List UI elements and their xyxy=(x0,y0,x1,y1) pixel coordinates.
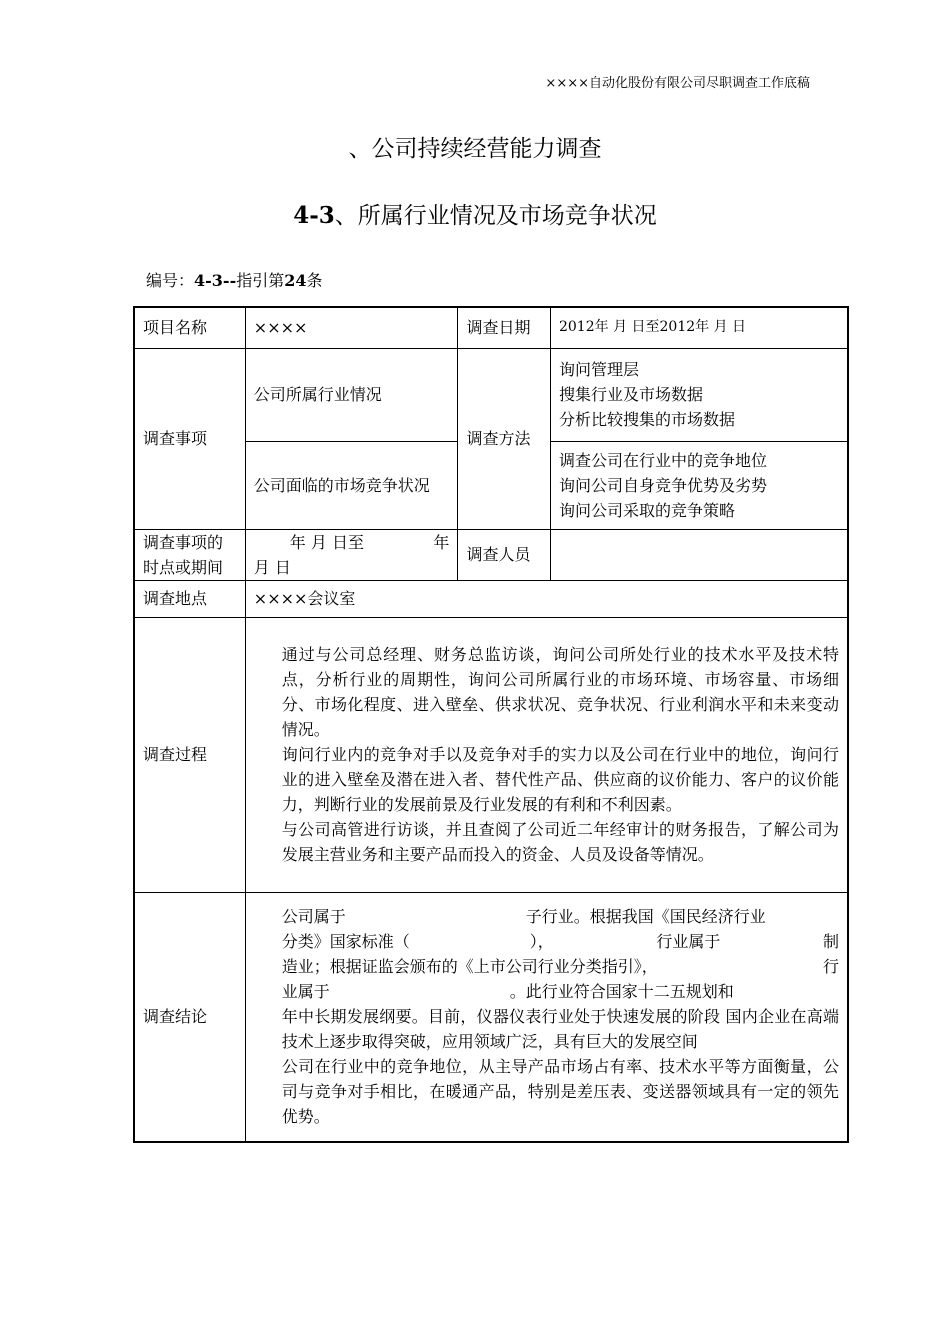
subsection-text: 、所属行业情况及市场竞争状况 xyxy=(334,203,657,229)
place-label: 调查地点 xyxy=(134,580,245,617)
process-para-3: 与公司高管进行访谈，并且查阅了公司近二年经审计的财务报告，了解公司为发展主营业务和主要产品而投入的资金、人员及设备等情况。 xyxy=(281,820,839,864)
code-label: 编号： xyxy=(146,271,195,290)
conclusion-label: 调查结论 xyxy=(134,892,245,1142)
investigation-table xyxy=(133,306,849,1143)
code-mid: 指引第 xyxy=(236,271,285,290)
header-note: ××××自动化股份有限公司尽职调查工作底稿 xyxy=(545,76,810,91)
section-title: 、公司持续经营能力调查 xyxy=(348,136,602,162)
method-1-line-3: 分析比较搜集的市场数据 xyxy=(558,410,735,429)
date-label: 调查日期 xyxy=(458,307,551,348)
code-num: 24 xyxy=(284,271,307,290)
method-2 xyxy=(550,441,848,529)
process-para-1: 通过与公司总经理、财务总监访谈，询问公司所处行业的技术水平及技术特点，分析行业的周期性，询问公司所属行业的市场环境、市场容量、市场细分、市场化程度、进入壁垒、供求状况、竞争状况、行业利润水平和未来变动情况。 xyxy=(281,645,839,739)
conclusion-l2c: 行业属于 xyxy=(656,932,721,952)
period-value xyxy=(245,529,458,580)
conclusion-l2a: 分类》国家标准（ xyxy=(281,932,410,952)
conclusion-l2d: 制 xyxy=(822,932,839,952)
conclusion-l1b: 子行业。根据我国《国民经济行业 xyxy=(525,907,766,927)
conclusion-line-3 xyxy=(282,954,839,979)
period-label: 调查事项的时点或期间 xyxy=(134,529,245,580)
matter-2: 公司面临的市场竞争状况 xyxy=(245,441,458,529)
process-text xyxy=(245,617,848,892)
method-2-line-2: 询问公司自身竞争优势及劣势 xyxy=(558,475,767,495)
conclusion-l2b: ）， xyxy=(529,932,554,952)
row-matter-1 xyxy=(134,348,848,441)
subsection-number: 4-3 xyxy=(293,202,335,229)
place-value: ××××会议室 xyxy=(245,580,848,617)
date-value: 2012年 月 日至2012年 月 日 xyxy=(550,307,848,348)
method-2-line-3: 询问公司采取的竞争策略 xyxy=(558,500,735,520)
conclusion-l4a: 业属于 xyxy=(281,982,330,1002)
method-2-line-1: 调查公司在行业中的竞争地位 xyxy=(558,450,767,470)
matter-1: 公司所属行业情况 xyxy=(245,348,458,441)
method-label: 调查方法 xyxy=(458,348,551,529)
method-1-line-2: 搜集行业及市场数据 xyxy=(558,385,703,404)
method-1-line-1: 询问管理层 xyxy=(558,360,639,379)
row-period xyxy=(134,529,848,580)
period-value-b: 年 xyxy=(433,532,450,552)
project-name-value: ×××× xyxy=(245,307,458,348)
conclusion-l4b: 。此行业符合国家十二五规划和 xyxy=(509,982,734,1002)
document-code xyxy=(146,268,323,291)
staff-label: 调查人员 xyxy=(458,529,551,580)
period-value-c: 月 日 xyxy=(253,557,291,577)
conclusion-para-3: 公司在行业中的竞争地位，从主导产品市场占有率、技术水平等方面衡量，公司与竞争对手相比，在暖通产品，特别是差压表、变送器领域具有一定的领先优势。 xyxy=(281,1057,839,1127)
conclusion-l3b: 行 xyxy=(822,957,839,977)
conclusion-text xyxy=(245,892,848,1142)
conclusion-line-1 xyxy=(282,904,839,929)
row-conclusion xyxy=(134,892,848,1142)
row-process xyxy=(134,617,848,892)
code-value: 4-3-- xyxy=(194,271,237,290)
method-1 xyxy=(550,348,848,441)
code-end: 条 xyxy=(306,271,323,290)
project-name-label: 项目名称 xyxy=(134,307,245,348)
process-para-2: 询问行业内的竞争对手以及竞争对手的实力以及公司在行业中的地位，询问行业的进入壁垒及潜在进入者、替代性产品、供应商的议价能力、客户的议价能力，判断行业的发展前景及行业发展的有利和不利因素。 xyxy=(281,745,839,814)
conclusion-para-2: 年中长期发展纲要。目前，仪器仪表行业处于快速发展的阶段 国内企业在高端技术上逐步取得突破，应用领域广泛，具有巨大的发展空间 xyxy=(281,1007,839,1052)
row-project xyxy=(134,307,848,348)
row-place xyxy=(134,580,848,617)
conclusion-line-4 xyxy=(282,979,839,1004)
process-label: 调查过程 xyxy=(134,617,245,892)
conclusion-l1a: 公司属于 xyxy=(281,907,346,927)
conclusion-line-2 xyxy=(282,929,839,954)
conclusion-l3a: 造业；根据证监会颁布的《上市公司行业分类指引》， xyxy=(281,957,658,977)
staff-value xyxy=(550,529,848,580)
subsection-title xyxy=(0,197,950,230)
period-value-a: 年 月 日至 xyxy=(289,532,364,552)
matters-label: 调查事项 xyxy=(134,348,245,529)
